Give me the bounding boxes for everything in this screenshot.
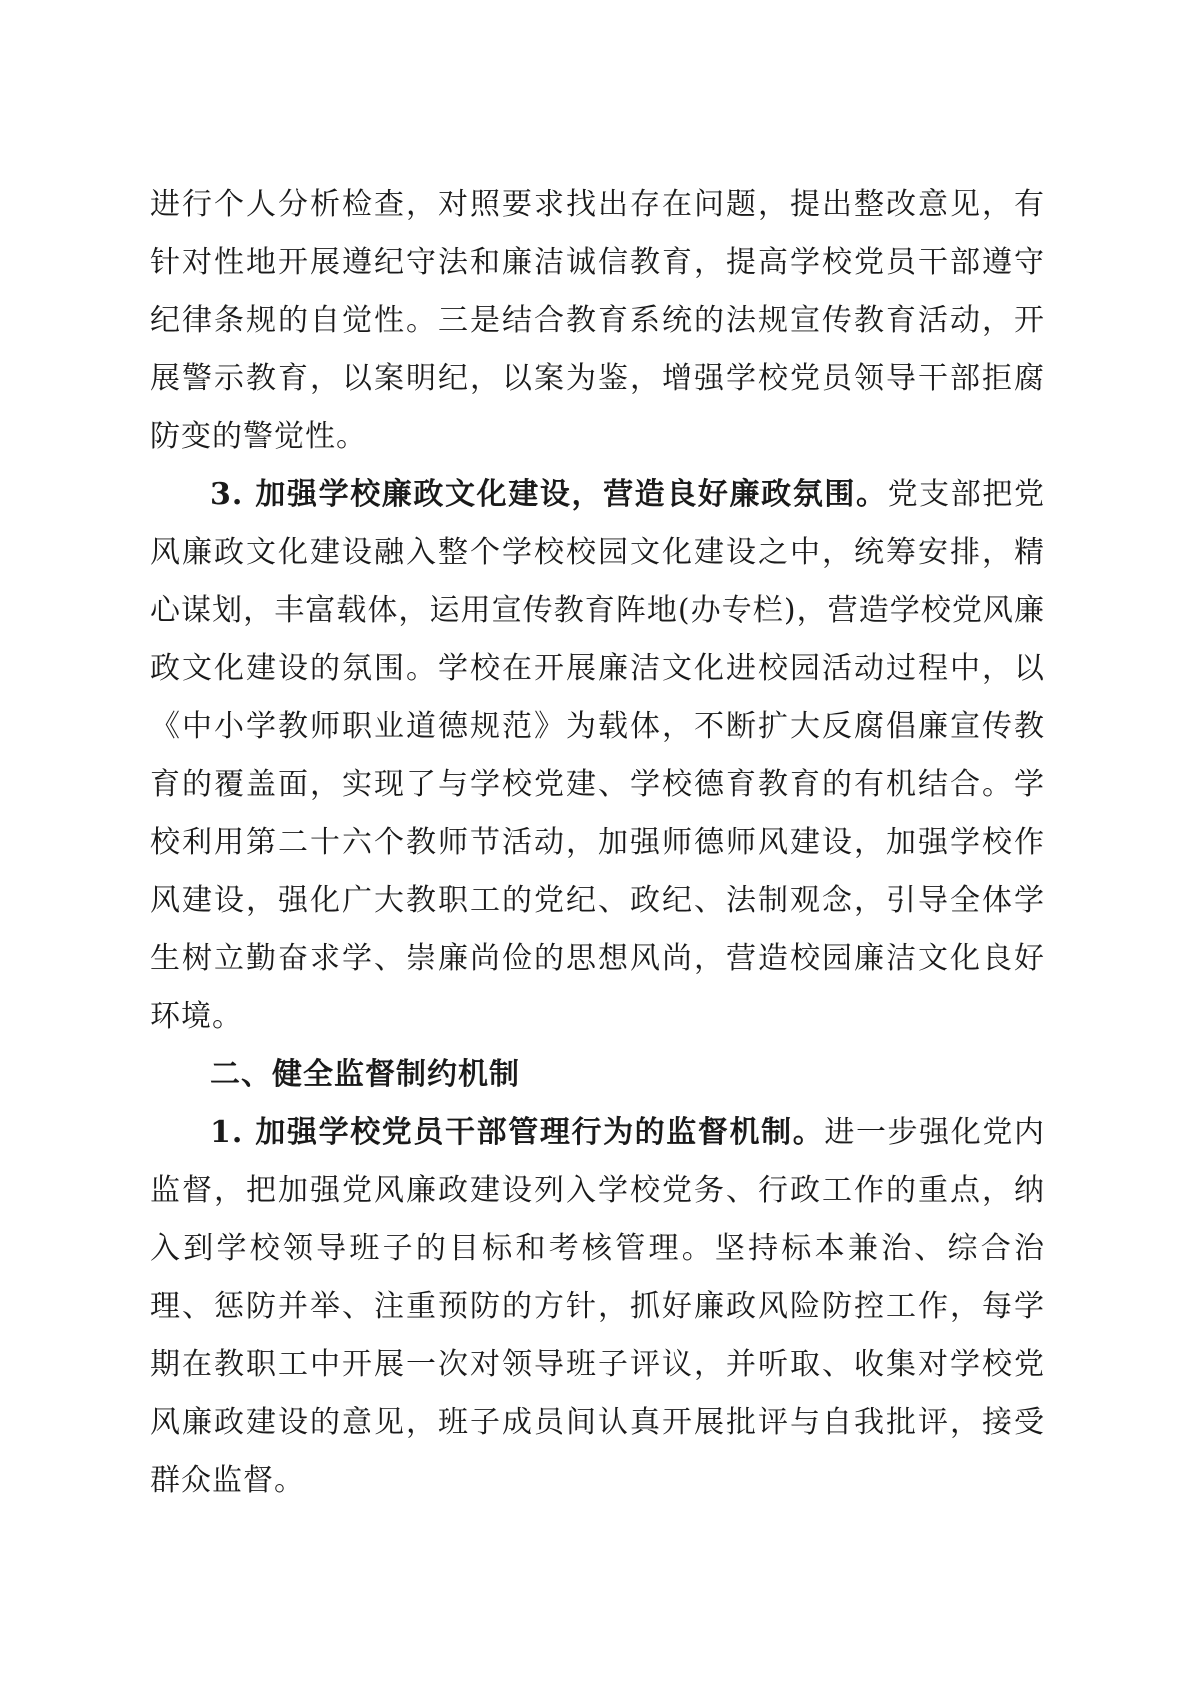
paragraph-text: 党支部把党风廉政文化建设融入整个学校校园文化建设之中，统筹安排，精心谋划，丰富载体，运用宣传教育阵地(办专栏)，营造学校党风廉政文化建设的氛围。学校在开展廉洁文化进校园活动过程中，以《中小学教师职业道德规范》为载体，不断扩大反腐倡廉宣传教育的覆盖面，实现了与学校党建、学校德育教育的有机结合。学校利用第二十六个教师节活动，加强师德师风建设，加强学校作风建设，强化广大教职工的党纪、政纪、法制观念，引导全体学生树立勤奋求学、崇廉尚俭的思想风尚，营造校园廉洁文化良好环境。 [150,477,1045,1034]
document-body [150,176,1045,1510]
paragraph-continuation [150,176,1045,466]
paragraph-text: 进行个人分析检查，对照要求找出存在问题，提出整改意见，有针对性地开展遵纪守法和廉洁诚信教育，提高学校党员干部遵守纪律条规的自觉性。三是结合教育系统的法规宣传教育活动，开展警示教育，以案明纪，以案为鉴，增强学校党员领导干部拒腐防变的警觉性。 [150,187,1045,454]
paragraph-lead: 1. 加强学校党员干部管理行为的监督机制。 [210,1115,825,1150]
paragraph-culture-building [150,466,1045,1046]
section-heading: 二、健全监督制约机制 [210,1057,520,1092]
paragraph-supervision [150,1104,1045,1510]
paragraph-text: 进一步强化党内监督，把加强党风廉政建设列入学校党务、行政工作的重点，纳入到学校领导班子的目标和考核管理。坚持标本兼治、综合治理、惩防并举、注重预防的方针，抓好廉政风险防控工作，每学期在教职工中开展一次对领导班子评议，并听取、收集对学校党风廉政建设的意见，班子成员间认真开展批评与自我批评，接受群众监督。 [150,1115,1045,1498]
paragraph-lead: 3. 加强学校廉政文化建设，营造良好廉政氛围。 [210,477,888,512]
